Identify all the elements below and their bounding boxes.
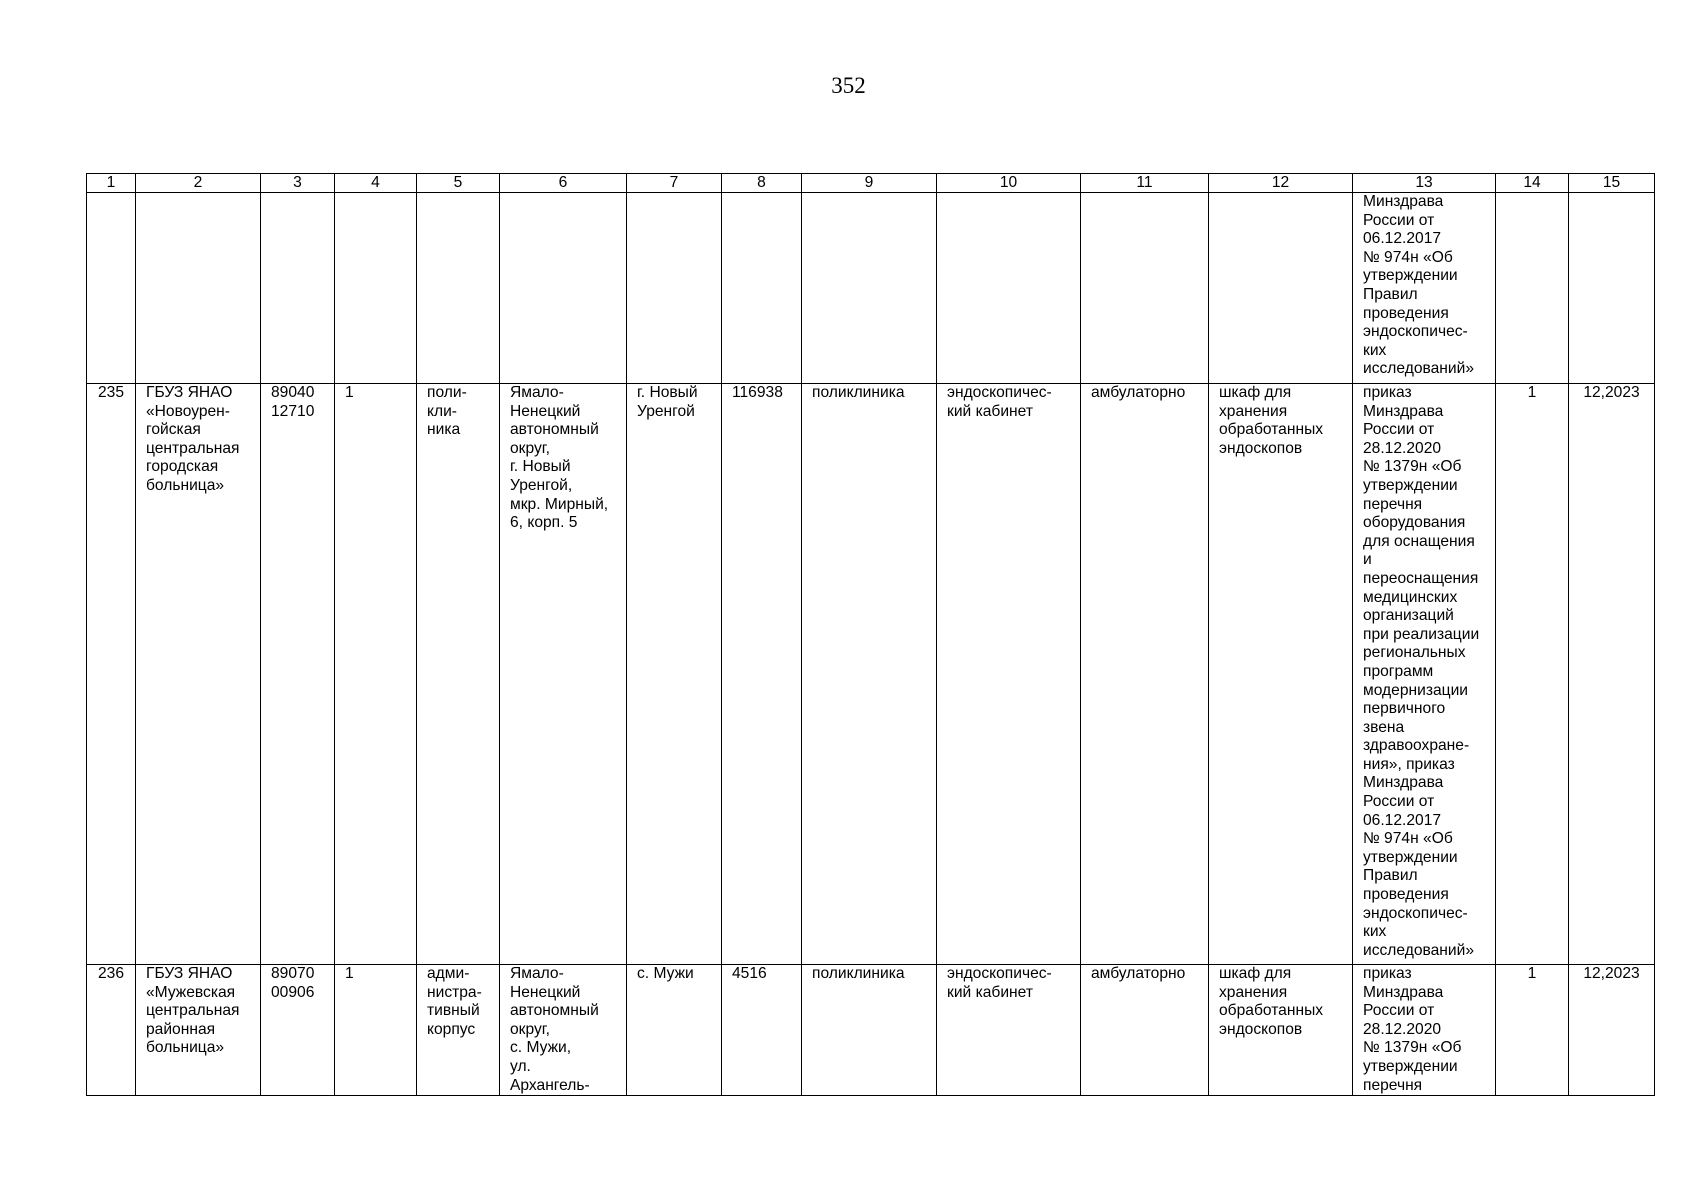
basis-cell: Минздрава России от 06.12.2017 № 974н «Об утверждении Правил проведения эндоскопичес- ких исследований»	[1353, 193, 1496, 384]
column-number: 1	[87, 174, 136, 193]
building-cell	[417, 193, 500, 384]
column-number: 12	[1209, 174, 1353, 193]
address-cell: Ямало- Ненецкий автономный округ, г. Новый Уренгой, мкр. Мирный, 6, корп. 5	[500, 384, 627, 965]
organization-cell: ГБУЗ ЯНАО «Новоурен- гойская центральная городская больница»	[136, 384, 261, 965]
column-number: 2	[136, 174, 261, 193]
count-cell: 1	[335, 384, 417, 965]
facility-cell	[802, 193, 937, 384]
facility-cell: поликлиника	[802, 384, 937, 965]
count-cell: 1	[335, 965, 417, 1096]
column-number: 8	[722, 174, 802, 193]
column-number: 9	[802, 174, 937, 193]
row-number	[87, 193, 136, 384]
table-row	[87, 384, 1655, 965]
organization-cell: ГБУЗ ЯНАО «Мужевская центральная районная больница»	[136, 965, 261, 1096]
facility-cell: поликлиника	[802, 965, 937, 1096]
date-cell: 12,2023	[1569, 965, 1655, 1096]
column-number: 5	[417, 174, 500, 193]
equipment-cell	[1209, 193, 1353, 384]
column-number: 4	[335, 174, 417, 193]
column-number: 13	[1353, 174, 1496, 193]
column-number-header	[87, 174, 1655, 193]
code-cell	[261, 193, 335, 384]
locality-cell	[627, 193, 722, 384]
code-cell: 89070 00906	[261, 965, 335, 1096]
locality-cell: с. Мужи	[627, 965, 722, 1096]
basis-cell: приказ Минздрава России от 28.12.2020 № 1379н «Об утверждении перечня	[1353, 965, 1496, 1096]
row-number: 235	[87, 384, 136, 965]
address-cell	[500, 193, 627, 384]
basis-cell: приказ Минздрава России от 28.12.2020 № 1379н «Об утверждении перечня оборудования для оснащения и переоснащения медицинских организаций при реализации региональных программ модернизации первичного звена здравоохране- ния», приказ Минздрава России от 06.12.2017 № 974н «Об утверждении Правил проведения эндоскопичес- ких исследований»	[1353, 384, 1496, 965]
column-number: 7	[627, 174, 722, 193]
population-cell	[722, 193, 802, 384]
column-number: 11	[1081, 174, 1209, 193]
date-cell	[1569, 193, 1655, 384]
page-number: 352	[831, 73, 866, 98]
conditions-cell	[1081, 193, 1209, 384]
building-cell: адми- нистра- тивный корпус	[417, 965, 500, 1096]
column-number: 3	[261, 174, 335, 193]
quantity-cell	[1496, 193, 1569, 384]
organization-cell	[136, 193, 261, 384]
unit-cell: эндоскопичес- кий кабинет	[937, 384, 1081, 965]
table-row	[87, 965, 1655, 1096]
column-number: 15	[1569, 174, 1655, 193]
count-cell	[335, 193, 417, 384]
unit-cell	[937, 193, 1081, 384]
address-cell: Ямало- Ненецкий автономный округ, с. Мужи, ул. Архангель-	[500, 965, 627, 1096]
locality-cell: г. Новый Уренгой	[627, 384, 722, 965]
equipment-cell: шкаф для хранения обработанных эндоскопов	[1209, 965, 1353, 1096]
building-cell: поли- кли- ника	[417, 384, 500, 965]
conditions-cell: амбулаторно	[1081, 384, 1209, 965]
equipment-table	[86, 173, 1655, 1096]
population-cell: 116938	[722, 384, 802, 965]
column-number: 10	[937, 174, 1081, 193]
conditions-cell: амбулаторно	[1081, 965, 1209, 1096]
quantity-cell: 1	[1496, 965, 1569, 1096]
code-cell: 89040 12710	[261, 384, 335, 965]
unit-cell: эндоскопичес- кий кабинет	[937, 965, 1081, 1096]
equipment-cell: шкаф для хранения обработанных эндоскопов	[1209, 384, 1353, 965]
table-row	[87, 193, 1655, 384]
column-number: 14	[1496, 174, 1569, 193]
row-number: 236	[87, 965, 136, 1096]
date-cell: 12,2023	[1569, 384, 1655, 965]
population-cell: 4516	[722, 965, 802, 1096]
column-number: 6	[500, 174, 627, 193]
quantity-cell: 1	[1496, 384, 1569, 965]
